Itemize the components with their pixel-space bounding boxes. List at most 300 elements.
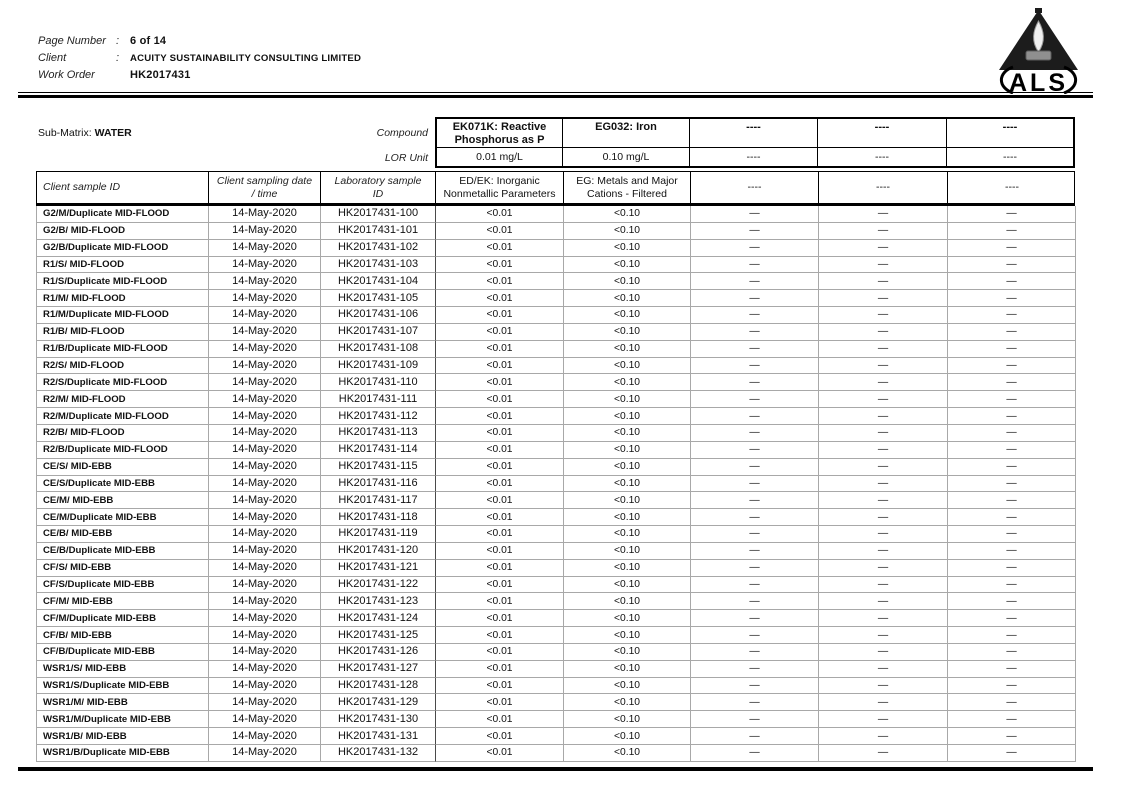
result-cell: <0.10 [564,610,691,627]
col-header-laboratory-sample-id: Laboratory sample ID [321,172,436,203]
sampling-date-cell: 14-May-2020 [209,223,321,240]
result-cell: — [691,341,819,358]
result-cell: <0.01 [436,560,564,577]
result-cell: — [819,526,948,543]
method-group-cell: ---- [1005,181,1019,193]
lor-value-cell: ---- [947,148,1075,168]
sampling-date-cell: 14-May-2020 [209,694,321,711]
lor-value-cell: ---- [818,148,947,168]
result-cell: <0.10 [564,526,691,543]
result-cell: — [948,492,1076,509]
result-cell: — [819,425,948,442]
result-cell: <0.10 [564,593,691,610]
header-divider-rule [18,92,1093,98]
result-cell: — [819,728,948,745]
client-sample-id-cell: WSR1/B/ MID-EBB [37,728,209,745]
result-cell: <0.10 [564,694,691,711]
result-cell: <0.01 [436,593,564,610]
lab-sample-id-cell: HK2017431-111 [321,391,436,408]
result-cell: — [948,257,1076,274]
sub-matrix [36,127,132,139]
result-cell: — [948,206,1076,223]
lab-sample-id-cell: HK2017431-113 [321,425,436,442]
sampling-date-cell: 14-May-2020 [209,745,321,762]
result-cell: <0.01 [436,223,564,240]
result-cell: — [948,678,1076,695]
result-cell: <0.10 [564,290,691,307]
result-cell: <0.10 [564,341,691,358]
result-cell: — [819,492,948,509]
result-cell: — [819,442,948,459]
sampling-date-cell: 14-May-2020 [209,206,321,223]
sampling-date-cell: 14-May-2020 [209,476,321,493]
result-cell: — [819,694,948,711]
result-cell: <0.10 [564,661,691,678]
header-field-colon: : [116,35,120,47]
sampling-date-cell: 14-May-2020 [209,492,321,509]
sampling-date-cell: 14-May-2020 [209,240,321,257]
result-cell: <0.10 [564,442,691,459]
result-cell: <0.10 [564,273,691,290]
result-cell: — [819,593,948,610]
result-cell: — [948,644,1076,661]
client-sample-id-cell: R1/M/ MID-FLOOD [37,290,209,307]
compound-header [36,117,1075,168]
lab-sample-id-cell: HK2017431-110 [321,374,436,391]
sampling-date-cell: 14-May-2020 [209,391,321,408]
sampling-date-cell: 14-May-2020 [209,593,321,610]
sampling-date-cell: 14-May-2020 [209,341,321,358]
result-cell: — [691,240,819,257]
result-cell: — [948,408,1076,425]
lab-sample-id-cell: HK2017431-112 [321,408,436,425]
client-sample-id-cell: CE/B/ MID-EBB [37,526,209,543]
header-field-row [38,69,361,86]
lab-sample-id-cell: HK2017431-122 [321,577,436,594]
lor-unit-label: LOR Unit [384,152,428,164]
client-sample-id-cell: CE/M/Duplicate MID-EBB [37,509,209,526]
compound-name-cell: ---- [690,117,818,148]
lab-sample-id-cell: HK2017431-123 [321,593,436,610]
result-cell: — [691,206,819,223]
result-cell: — [691,509,819,526]
result-cell: — [819,459,948,476]
result-cell: — [948,324,1076,341]
result-cell: <0.10 [564,408,691,425]
sampling-date-cell: 14-May-2020 [209,425,321,442]
method-group-cell: ED/EK: Inorganic Nonmetallic Parameters [436,172,564,203]
column-headers-row [36,171,1075,206]
result-cell: <0.01 [436,273,564,290]
client-sample-id-cell: CE/M/ MID-EBB [37,492,209,509]
result-cell: <0.10 [564,257,691,274]
lab-sample-id-cell: HK2017431-104 [321,273,436,290]
lab-sample-id-cell: HK2017431-106 [321,307,436,324]
lab-sample-id-cell: HK2017431-121 [321,560,436,577]
client-sample-id-cell: CE/S/Duplicate MID-EBB [37,476,209,493]
result-cell: — [948,560,1076,577]
header-field-value: ACUITY SUSTAINABILITY CONSULTING LIMITED [130,53,362,64]
result-cell: <0.01 [436,678,564,695]
lab-sample-id-cell: HK2017431-101 [321,223,436,240]
als-logo-graphic [984,8,1094,94]
result-cell: — [819,273,948,290]
result-cell: <0.01 [436,459,564,476]
sampling-date-cell: 14-May-2020 [209,324,321,341]
lab-sample-id-cell: HK2017431-125 [321,627,436,644]
result-cell: — [819,560,948,577]
lab-sample-id-cell: HK2017431-109 [321,358,436,375]
result-cell: — [691,425,819,442]
lab-sample-id-cell: HK2017431-126 [321,644,436,661]
client-sample-id-cell: R2/M/Duplicate MID-FLOOD [37,408,209,425]
sampling-date-cell: 14-May-2020 [209,408,321,425]
sampling-date-cell: 14-May-2020 [209,610,321,627]
result-cell: <0.01 [436,240,564,257]
result-cell: — [819,476,948,493]
client-sample-id-cell: R2/B/ MID-FLOOD [37,425,209,442]
result-cell: — [819,661,948,678]
header-field-label: Page Number [38,35,106,47]
lab-sample-id-cell: HK2017431-117 [321,492,436,509]
result-cell: — [819,240,948,257]
lab-sample-id-cell: HK2017431-132 [321,745,436,762]
result-cell: — [691,408,819,425]
result-cell: — [691,593,819,610]
result-cell: <0.01 [436,745,564,762]
lor-unit-row [36,148,435,168]
sampling-date-cell: 14-May-2020 [209,644,321,661]
sampling-date-cell: 14-May-2020 [209,678,321,695]
result-cell: — [819,678,948,695]
result-cell: — [948,358,1076,375]
result-cell: — [691,459,819,476]
header-field-colon: : [116,52,120,64]
result-cell: — [691,577,819,594]
result-cell: <0.10 [564,577,691,594]
result-cell: — [691,560,819,577]
sampling-date-cell: 14-May-2020 [209,728,321,745]
result-cell: — [819,745,948,762]
result-cell: — [691,745,819,762]
col-header-client-sample-id: Client sample ID [37,172,209,203]
col-header-client-sampling-date: Client sampling date / time [209,172,321,203]
method-group-cell: ---- [691,172,819,203]
result-cell: — [691,543,819,560]
result-cell: — [819,223,948,240]
result-cell: <0.01 [436,661,564,678]
client-sample-id-cell: R2/S/Duplicate MID-FLOOD [37,374,209,391]
result-cell: <0.01 [436,408,564,425]
result-cell: — [691,711,819,728]
compound-name-cell: EG032: Iron [563,117,690,148]
result-cell: <0.01 [436,476,564,493]
result-cell: — [948,290,1076,307]
submatrix-row [36,117,435,148]
sampling-date-cell: 14-May-2020 [209,627,321,644]
header-field-value: 6 of 14 [130,35,167,47]
compound-name-cell: EK071K: Reactive Phosphorus as P [435,117,563,148]
result-cell: — [819,290,948,307]
result-cell: <0.01 [436,543,564,560]
result-cell: — [691,324,819,341]
sampling-date-cell: 14-May-2020 [209,374,321,391]
lab-sample-id-cell: HK2017431-116 [321,476,436,493]
result-cell: — [819,644,948,661]
lab-sample-id-cell: HK2017431-105 [321,290,436,307]
result-cell: <0.10 [564,358,691,375]
sampling-date-cell: 14-May-2020 [209,509,321,526]
result-cell: <0.10 [564,644,691,661]
result-cell: — [691,290,819,307]
sampling-date-cell: 14-May-2020 [209,543,321,560]
result-cell: <0.01 [436,526,564,543]
result-cell: — [948,391,1076,408]
result-cell: — [691,223,819,240]
result-cell: <0.01 [436,425,564,442]
client-sample-id-cell: R2/B/Duplicate MID-FLOOD [37,442,209,459]
logo-burner [1026,51,1051,60]
lab-sample-id-cell: HK2017431-102 [321,240,436,257]
sampling-date-cell: 14-May-2020 [209,290,321,307]
lab-sample-id-cell: HK2017431-127 [321,661,436,678]
lab-sample-id-cell: HK2017431-115 [321,459,436,476]
client-sample-id-cell: WSR1/B/Duplicate MID-EBB [37,745,209,762]
result-cell: <0.01 [436,644,564,661]
lab-sample-id-cell: HK2017431-129 [321,694,436,711]
result-cell: — [819,711,948,728]
client-sample-id-cell: R1/B/Duplicate MID-FLOOD [37,341,209,358]
client-sample-id-cell: WSR1/S/Duplicate MID-EBB [37,678,209,695]
compound-name-cell: ---- [947,117,1075,148]
result-cell: — [819,543,948,560]
header-field-row [38,35,361,52]
client-sample-id-cell: G2/B/Duplicate MID-FLOOD [37,240,209,257]
lab-sample-id-cell: HK2017431-114 [321,442,436,459]
result-cell: <0.10 [564,745,691,762]
client-sample-id-cell: CF/B/ MID-EBB [37,627,209,644]
result-cell: <0.01 [436,627,564,644]
sampling-date-cell: 14-May-2020 [209,661,321,678]
sampling-date-cell: 14-May-2020 [209,560,321,577]
lor-value-cell: 0.10 mg/L [563,148,690,168]
result-cell: — [819,627,948,644]
result-cell: — [948,509,1076,526]
client-sample-id-cell: G2/M/Duplicate MID-FLOOD [37,206,209,223]
sampling-date-cell: 14-May-2020 [209,459,321,476]
result-cell: — [819,408,948,425]
result-cell: — [691,476,819,493]
result-cell: <0.01 [436,694,564,711]
result-cell: — [691,661,819,678]
result-cell: <0.10 [564,627,691,644]
lab-sample-id-cell: HK2017431-108 [321,341,436,358]
client-sample-id-cell: R1/B/ MID-FLOOD [37,324,209,341]
sampling-date-cell: 14-May-2020 [209,711,321,728]
method-group-cell: EG: Metals and Major Cations - Filtered [564,172,691,203]
sampling-date-cell: 14-May-2020 [209,307,321,324]
lor-value-cell: 0.01 mg/L [435,148,563,168]
result-cell: — [819,391,948,408]
result-cell: — [948,728,1076,745]
sampling-date-cell: 14-May-2020 [209,442,321,459]
result-cell: <0.10 [564,476,691,493]
result-cell: <0.01 [436,358,564,375]
result-cell: <0.10 [564,711,691,728]
result-cell: <0.10 [564,425,691,442]
result-cell: <0.10 [564,324,691,341]
result-cell: <0.01 [436,391,564,408]
result-cell: — [691,694,819,711]
result-cell: <0.01 [436,206,564,223]
result-cell: <0.01 [436,290,564,307]
result-cell: — [948,307,1076,324]
result-cell: — [691,627,819,644]
lab-sample-id-cell: HK2017431-124 [321,610,436,627]
result-cell: — [948,476,1076,493]
client-sample-id-cell: WSR1/M/Duplicate MID-EBB [37,711,209,728]
result-cell: <0.01 [436,711,564,728]
result-cell: — [819,341,948,358]
result-cell: — [691,492,819,509]
client-sample-id-cell: WSR1/M/ MID-EBB [37,694,209,711]
result-cell: — [948,240,1076,257]
lab-sample-id-cell: HK2017431-107 [321,324,436,341]
result-cell: <0.10 [564,560,691,577]
result-cell: <0.10 [564,223,691,240]
result-cell: <0.01 [436,341,564,358]
lab-sample-id-cell: HK2017431-100 [321,206,436,223]
result-cell: <0.01 [436,492,564,509]
result-cell: <0.01 [436,728,564,745]
result-cell: — [819,577,948,594]
client-sample-id-cell: CF/S/ MID-EBB [37,560,209,577]
result-cell: — [948,577,1076,594]
header-field-label: Client [38,52,67,64]
result-cell: — [819,307,948,324]
result-cell: — [691,391,819,408]
lab-sample-id-cell: HK2017431-120 [321,543,436,560]
result-cell: <0.10 [564,459,691,476]
als-logo [984,8,1094,94]
result-cell: <0.01 [436,257,564,274]
compound-row-label: Compound [376,126,428,139]
result-cell: — [948,627,1076,644]
result-cell: — [819,257,948,274]
result-cell: — [948,711,1076,728]
report-header [38,35,361,86]
client-sample-id-cell: R1/S/Duplicate MID-FLOOD [37,273,209,290]
result-cell: <0.10 [564,240,691,257]
result-cell: <0.01 [436,610,564,627]
result-cell: — [948,442,1076,459]
result-cell: — [691,307,819,324]
result-cell: — [819,358,948,375]
sub-matrix-label: Sub-Matrix: [38,126,92,139]
result-cell: — [691,610,819,627]
client-sample-id-cell: R2/M/ MID-FLOOD [37,391,209,408]
result-cell: <0.10 [564,206,691,223]
result-cell: <0.10 [564,492,691,509]
result-cell: — [948,526,1076,543]
client-sample-id-cell: CF/B/Duplicate MID-EBB [37,644,209,661]
compound-name-cell: ---- [818,117,947,148]
result-cell: <0.01 [436,577,564,594]
result-cell: <0.10 [564,391,691,408]
result-cell: — [819,324,948,341]
result-cell: — [948,374,1076,391]
header-field-row [38,52,361,69]
sampling-date-cell: 14-May-2020 [209,526,321,543]
result-cell: — [819,610,948,627]
lor-value-cell: ---- [690,148,818,168]
result-cell: — [691,644,819,661]
result-cell: — [948,745,1076,762]
result-cell: <0.10 [564,728,691,745]
result-cell: <0.01 [436,442,564,459]
client-sample-id-cell: CF/S/Duplicate MID-EBB [37,577,209,594]
result-cell: <0.01 [436,374,564,391]
result-cell: — [691,257,819,274]
client-sample-id-cell: CF/M/Duplicate MID-EBB [37,610,209,627]
result-cell: <0.10 [564,307,691,324]
result-cell: — [819,206,948,223]
result-cell: <0.10 [564,509,691,526]
lab-sample-id-cell: HK2017431-103 [321,257,436,274]
header-field-label: Work Order [38,69,95,81]
result-cell: — [948,223,1076,240]
result-cell: — [948,593,1076,610]
lab-sample-id-cell: HK2017431-119 [321,526,436,543]
result-cell: — [691,678,819,695]
result-cell: — [948,661,1076,678]
client-sample-id-cell: R2/S/ MID-FLOOD [37,358,209,375]
result-cell: — [691,526,819,543]
sample-rows [36,206,1075,762]
result-cell: — [819,509,948,526]
result-cell: — [948,610,1076,627]
results-table [36,117,1075,762]
sampling-date-cell: 14-May-2020 [209,273,321,290]
lab-sample-id-cell: HK2017431-131 [321,728,436,745]
lab-sample-id-cell: HK2017431-128 [321,678,436,695]
result-cell: <0.10 [564,374,691,391]
result-cell: — [691,273,819,290]
result-cell: — [691,728,819,745]
sampling-date-cell: 14-May-2020 [209,358,321,375]
method-group-cell: ---- [819,172,948,203]
result-cell: — [691,358,819,375]
client-sample-id-cell: G2/B/ MID-FLOOD [37,223,209,240]
result-cell: — [819,374,948,391]
result-cell: <0.01 [436,307,564,324]
sub-matrix-value: WATER [94,126,132,139]
result-cell: <0.10 [564,678,691,695]
result-cell: — [948,459,1076,476]
result-cell: — [948,543,1076,560]
result-cell: <0.01 [436,324,564,341]
result-cell: — [948,694,1076,711]
lab-sample-id-cell: HK2017431-130 [321,711,436,728]
result-cell: — [948,425,1076,442]
result-cell: — [691,442,819,459]
client-sample-id-cell: R1/M/Duplicate MID-FLOOD [37,307,209,324]
result-cell: — [948,273,1076,290]
result-cell: — [691,374,819,391]
client-sample-id-cell: WSR1/S/ MID-EBB [37,661,209,678]
page-bottom-rule [18,767,1093,771]
lab-sample-id-cell: HK2017431-118 [321,509,436,526]
